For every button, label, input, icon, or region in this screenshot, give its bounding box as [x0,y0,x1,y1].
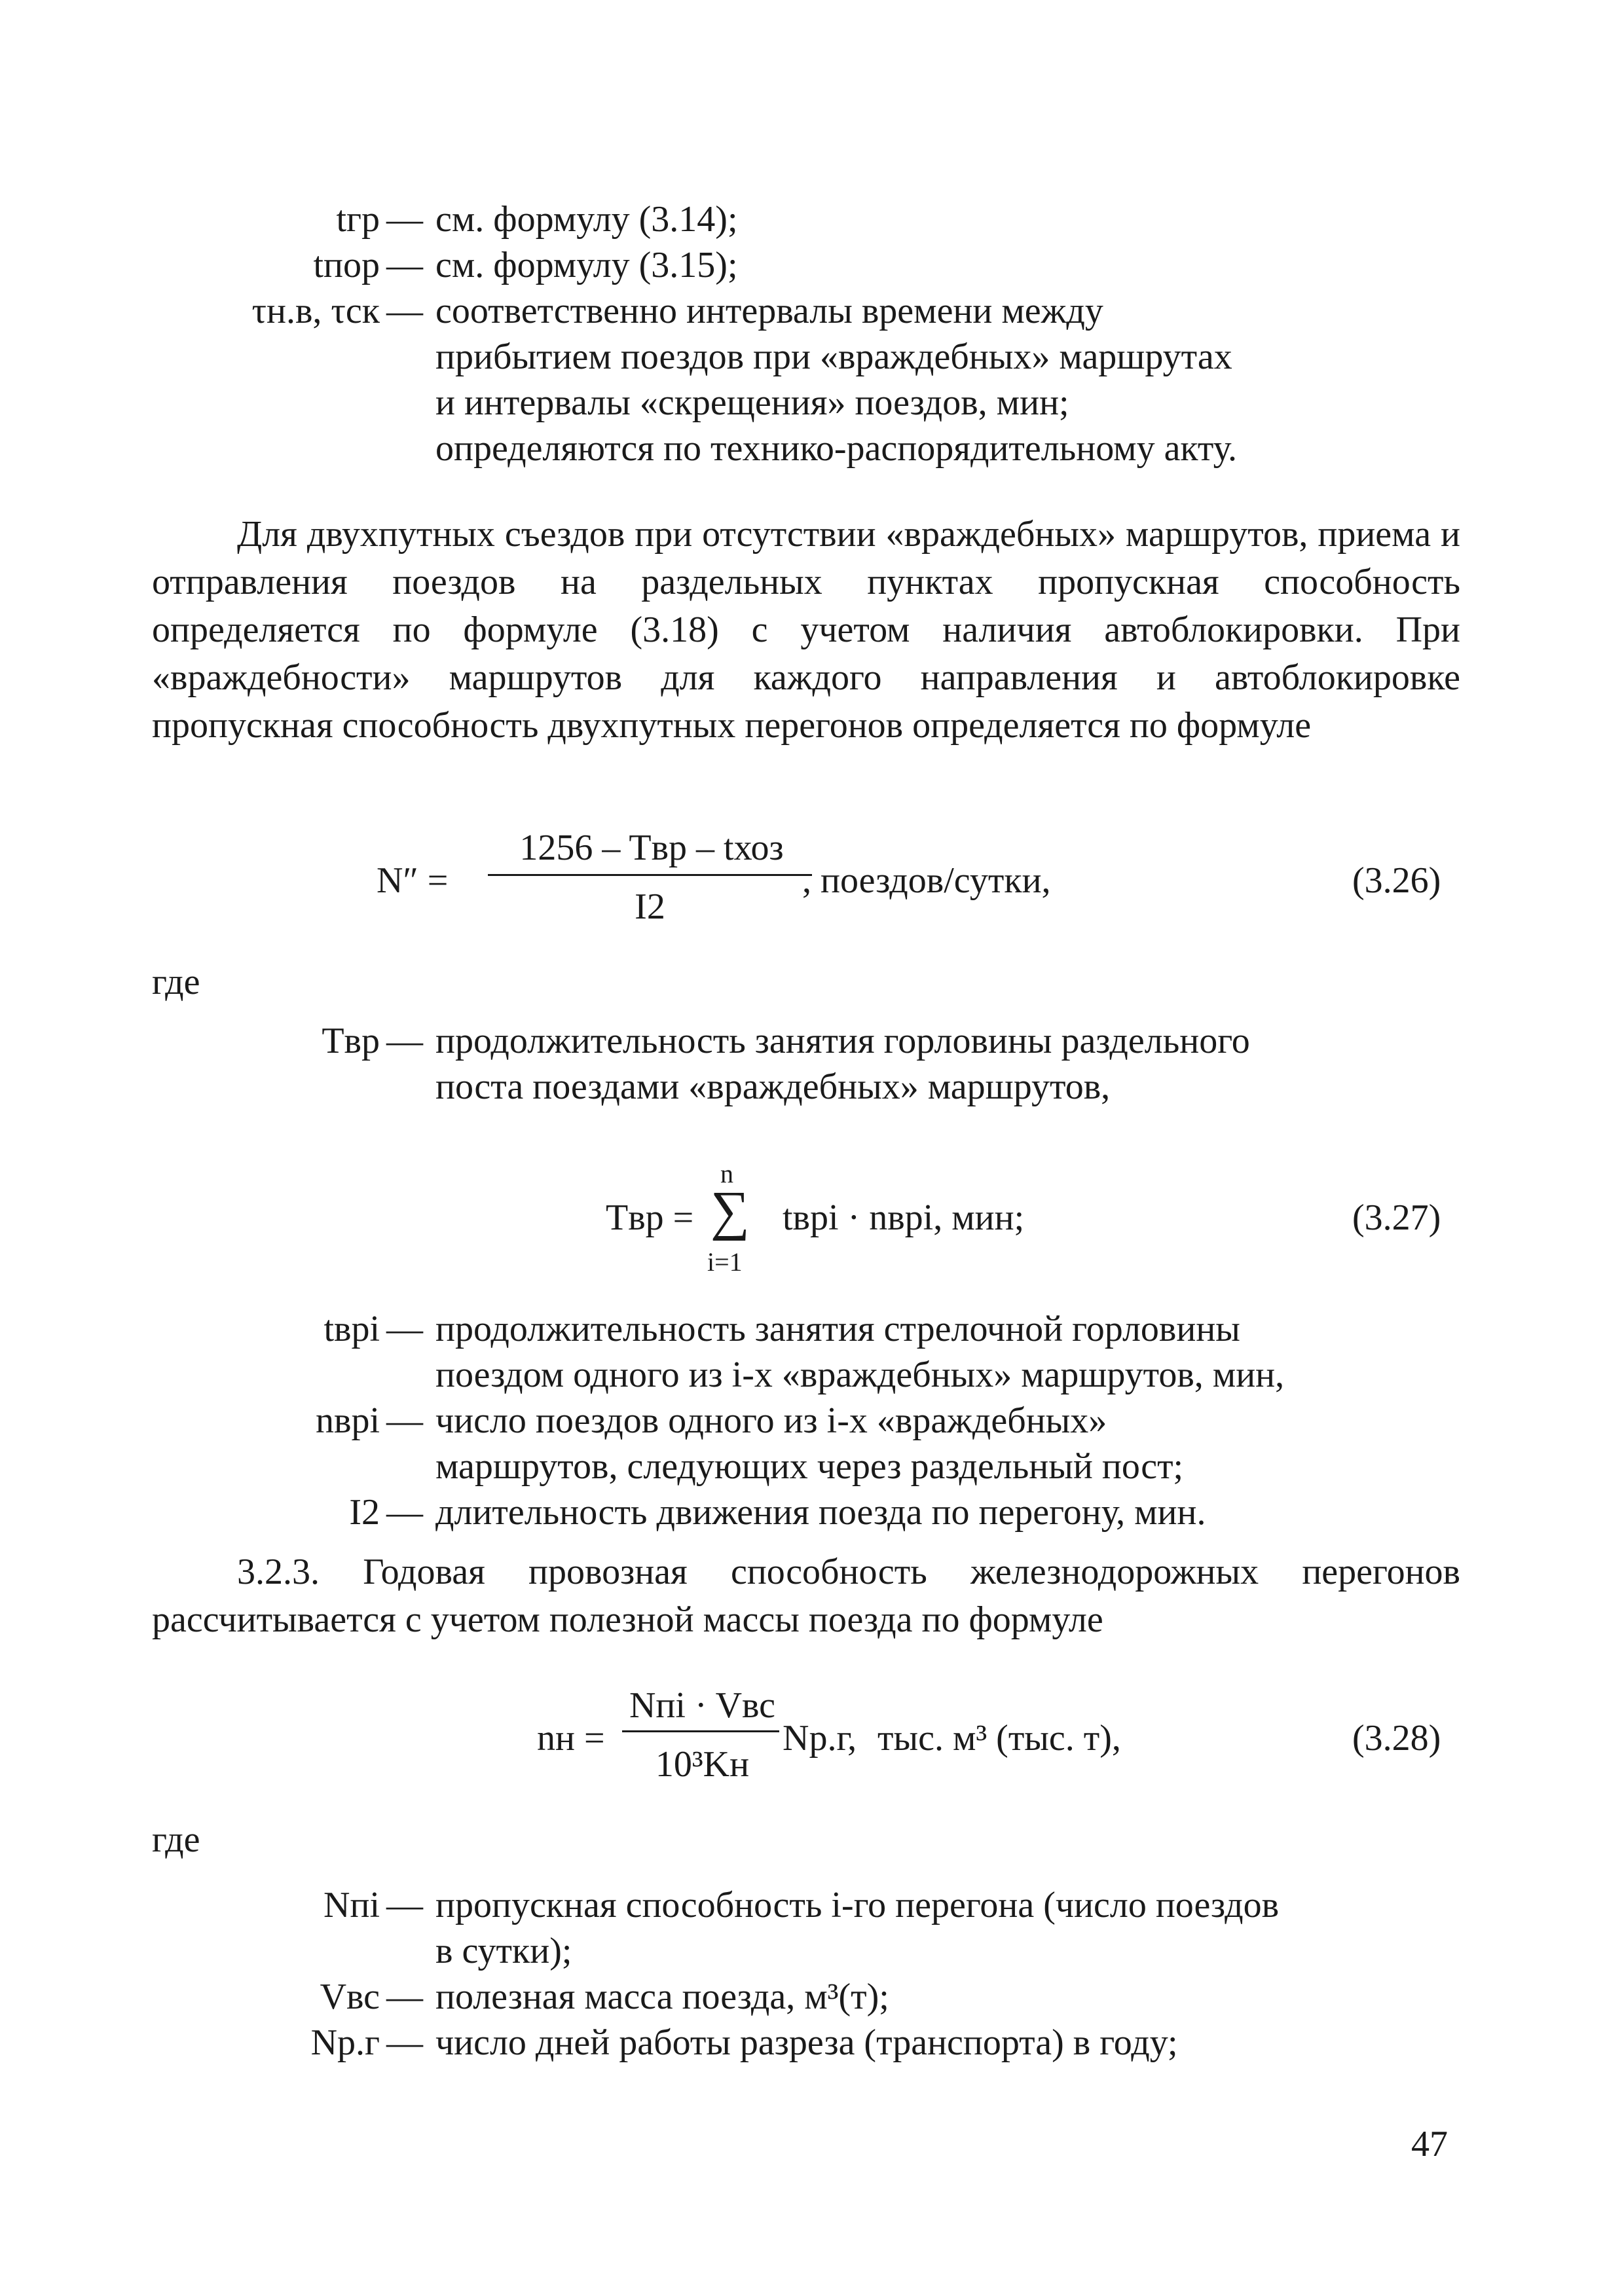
definition-term: τн.в, τск [251,291,380,331]
definition-dash: — [386,245,423,285]
definition-continuation [0,380,1624,426]
definition-term: tврi [323,1309,380,1349]
definition-row [0,1018,1624,1064]
definition-text: в сутки); [435,1931,572,1971]
paragraph-double-track [152,511,1460,750]
sum-upper-limit: n [720,1159,733,1188]
definition-row [0,242,1624,288]
where-label: где [152,962,200,1002]
where-label: где [152,1819,200,1860]
definition-dash: — [386,291,423,331]
definition-row [0,1489,1624,1535]
definition-dash: — [386,1309,423,1349]
equation-lhs: N″ = [377,860,449,901]
definition-text: пропускная способность i-го перегона (число поездов [435,1885,1280,1925]
definition-row [0,196,1624,242]
paragraph-annual-capacity [152,1548,1460,1644]
definition-text: поста поездами «враждебных» маршрутов, [435,1066,1111,1107]
bottom-definitions [0,1882,1624,2066]
definition-row [0,1398,1624,1444]
definition-row [0,1306,1624,1352]
equation-numerator: 1256 – Tвр – tхоз [519,828,784,868]
definition-row [0,2020,1624,2066]
mid-definitions [0,1306,1624,1535]
definition-continuation [0,1064,1624,1110]
definition-row [0,1882,1624,1928]
definition-text: поездом одного из i-х «враждебных» маршрутов, мин, [435,1355,1285,1395]
definition-text: маршрутов, следующих через раздельный пост; [435,1446,1184,1487]
definition-text: определяются по технико-распорядительному акту. [435,428,1238,469]
equation-denominator: 10³Kн [655,1744,750,1785]
definition-dash: — [386,1885,423,1925]
equation-number: (3.27) [1352,1197,1441,1238]
definition-dash: — [386,1492,423,1533]
equation-unit: тыс. м³ (тыс. т), [877,1718,1121,1758]
equation-numerator: Nпi · Vвс [629,1685,775,1726]
definition-text: продолжительность занятия стрелочной горловины [435,1309,1240,1349]
definition-continuation [0,1352,1624,1398]
equation-lhs: nн = [537,1718,605,1758]
equation-number: (3.26) [1352,860,1441,901]
definition-text: длительность движения поезда по перегону, мин. [435,1492,1206,1533]
definition-text: число поездов одного из i-х «враждебных» [435,1400,1107,1441]
definition-continuation [0,1928,1624,1974]
definition-text: продолжительность занятия горловины раздельного [435,1021,1250,1061]
definition-dash: — [386,199,423,240]
definition-text: прибытием поездов при «враждебных» маршрутах [435,337,1232,377]
equation-number: (3.28) [1352,1718,1441,1758]
definition-dash: — [386,1400,423,1441]
fraction-bar [488,874,812,876]
top-definitions [0,196,1624,471]
definition-term: tгр [336,199,380,240]
definition-text: полезная масса поезда, м³(т); [435,1977,889,2017]
definition-continuation [0,1444,1624,1489]
definition-term: Nр.г [310,2022,380,2063]
tvr-definition [0,1018,1624,1110]
definition-text: соответственно интервалы времени между [435,291,1103,331]
definition-text: и интервалы «скрещения» поездов, мин; [435,382,1069,423]
definition-dash: — [386,2022,423,2063]
definition-term: tпор [313,245,380,285]
definition-dash: — [386,1021,423,1061]
equation-factor: Nр.г, [783,1718,857,1758]
equation-lhs: Tвр = [606,1197,694,1238]
definition-term: Nпi [323,1885,380,1925]
fraction-bar [622,1730,779,1732]
sum-lower-limit: i=1 [707,1247,743,1277]
page-number: 47 [1411,2124,1448,2164]
equation-unit: , поездов/сутки, [802,860,1051,901]
equation-body: tврi · nврi, мин; [783,1197,1025,1238]
paragraph-text: Для двухпутных съездов при отсутствии «враждебных» маршрутов, приема и отправления поездов на раздельных пунктах пропускная способность определяется по формуле (3.18) с учетом наличия автоблокировки. При «враждебности» маршрутов для каждого направления и автоблокировке пропускная способность двухпутных перегонов определяется по формуле [152,514,1460,746]
definition-term: Tвр [322,1021,380,1061]
definition-continuation [0,334,1624,380]
definition-dash: — [386,1977,423,2017]
definition-continuation [0,426,1624,471]
definition-row [0,288,1624,334]
definition-text: число дней работы разреза (транспорта) в году; [435,2022,1178,2063]
definition-term: nврi [316,1400,380,1441]
equation-denominator: I2 [635,886,665,927]
definition-term: I2 [349,1492,380,1533]
sum-sign: ∑ [710,1180,750,1241]
paragraph-text: 3.2.3. Годовая провозная способность железнодорожных перегонов рассчитывается с учетом полезной массы поезда по формуле [152,1552,1460,1640]
definition-text: см. формулу (3.15); [435,245,738,285]
definition-term: Vвс [320,1977,380,2017]
definition-text: см. формулу (3.14); [435,199,738,240]
definition-row [0,1974,1624,2020]
